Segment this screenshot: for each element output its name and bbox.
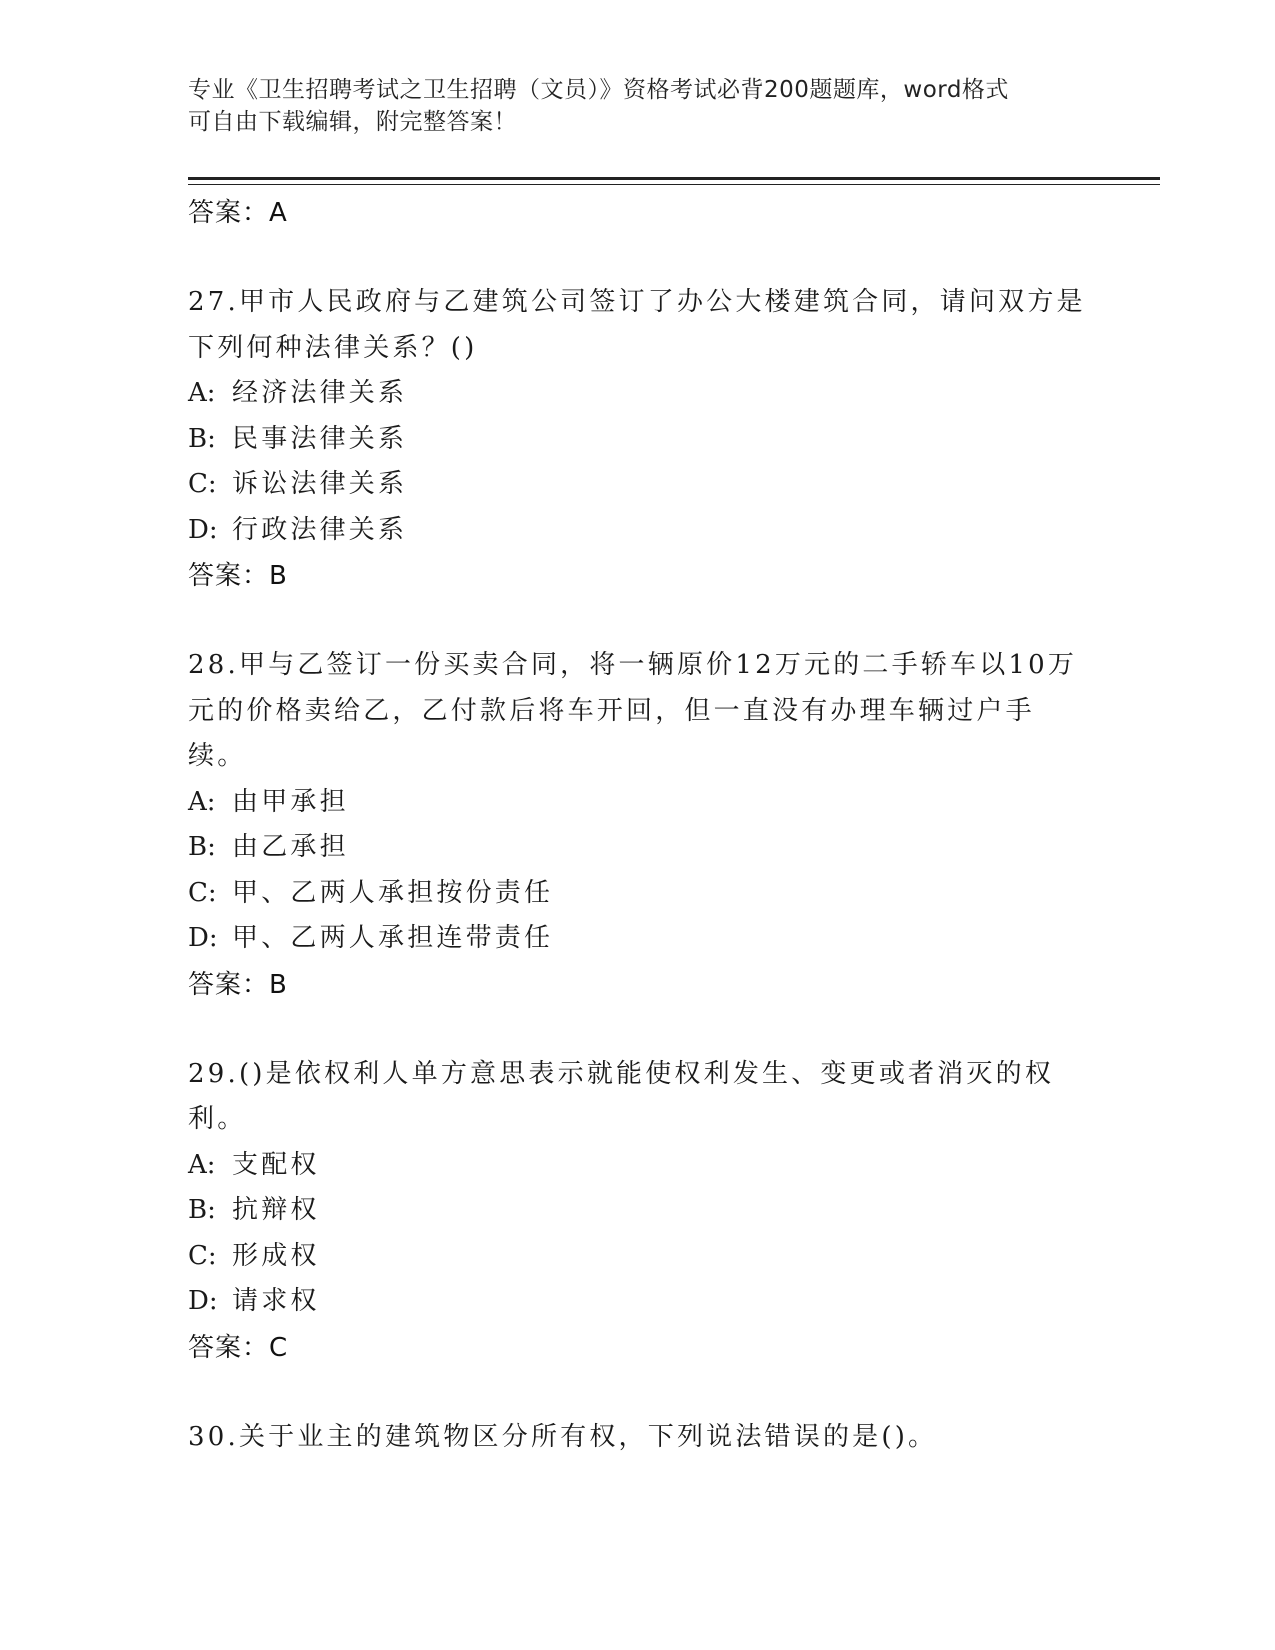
answer-line: 答案：B: [188, 561, 288, 591]
question-block: [188, 1052, 1088, 1371]
option-letter: A:: [188, 378, 216, 408]
option-text: 行政法律关系: [232, 514, 408, 545]
option-letter: B:: [188, 1195, 216, 1225]
option-b: [188, 1188, 1088, 1234]
option-letter: C:: [188, 469, 217, 499]
option-letter: D:: [188, 923, 218, 953]
header-line-2: 可自由下载编辑，附完整答案！: [188, 109, 517, 135]
option-letter: A:: [188, 1149, 216, 1180]
option-text: 由甲承担: [232, 786, 349, 817]
question-block: [188, 1415, 1088, 1461]
header-divider-thin: [188, 184, 1160, 185]
option-letter: A:: [188, 786, 216, 817]
option-d: [188, 508, 1088, 554]
option-text: 经济法律关系: [232, 378, 408, 408]
option-c: [188, 1234, 1088, 1280]
question-block: [188, 280, 1088, 599]
option-text: 诉讼法律关系: [232, 469, 408, 499]
option-text: 支配权: [232, 1149, 320, 1180]
answer-line: 答案：A: [188, 198, 288, 228]
header-line-1: 专业《卫生招聘考试之卫生招聘（文员）》资格考试必背200题题库，word格式: [188, 77, 1009, 103]
option-b: [188, 825, 1088, 871]
option-a: [188, 1143, 1088, 1189]
question-text: 27.甲市人民政府与乙建筑公司签订了办公大楼建筑合同，请问双方是下列何种法律关系？(): [188, 287, 1086, 363]
option-letter: D:: [188, 1286, 218, 1316]
option-text: 由乙承担: [232, 832, 349, 862]
option-text: 甲、乙两人承担连带责任: [232, 923, 554, 953]
question-text: 30.关于业主的建筑物区分所有权，下列说法错误的是()。: [188, 1421, 938, 1452]
option-text: 甲、乙两人承担按份责任: [232, 877, 554, 908]
option-d: [188, 1279, 1088, 1325]
header-divider-thick: [188, 177, 1160, 180]
option-letter: D:: [188, 514, 218, 545]
option-c: [188, 871, 1088, 917]
option-letter: C:: [188, 877, 217, 908]
option-a: [188, 371, 1088, 417]
option-text: 请求权: [232, 1286, 320, 1316]
option-letter: B:: [188, 423, 216, 454]
option-b: [188, 417, 1088, 463]
option-text: 形成权: [232, 1240, 320, 1271]
question-text: 28.甲与乙签订一份买卖合同，将一辆原价12万元的二手轿车以10万元的价格卖给乙，乙付款后将车开回，但一直没有办理车辆过户手续。: [188, 650, 1078, 771]
option-letter: C:: [188, 1240, 217, 1271]
option-text: 民事法律关系: [232, 423, 408, 454]
option-c: [188, 462, 1088, 508]
document-header: [188, 74, 1068, 138]
question-list: [188, 190, 1088, 1460]
answer-line: 答案：B: [188, 969, 288, 1000]
option-d: [188, 916, 1088, 962]
option-a: [188, 780, 1088, 826]
question-block: [188, 643, 1088, 1008]
option-text: 抗辩权: [232, 1195, 320, 1225]
option-letter: B:: [188, 832, 216, 862]
answer-line: 答案：C: [188, 1332, 289, 1363]
question-text: 29.()是依权利人单方意思表示就能使权利发生、变更或者消灭的权利。: [188, 1058, 1055, 1134]
